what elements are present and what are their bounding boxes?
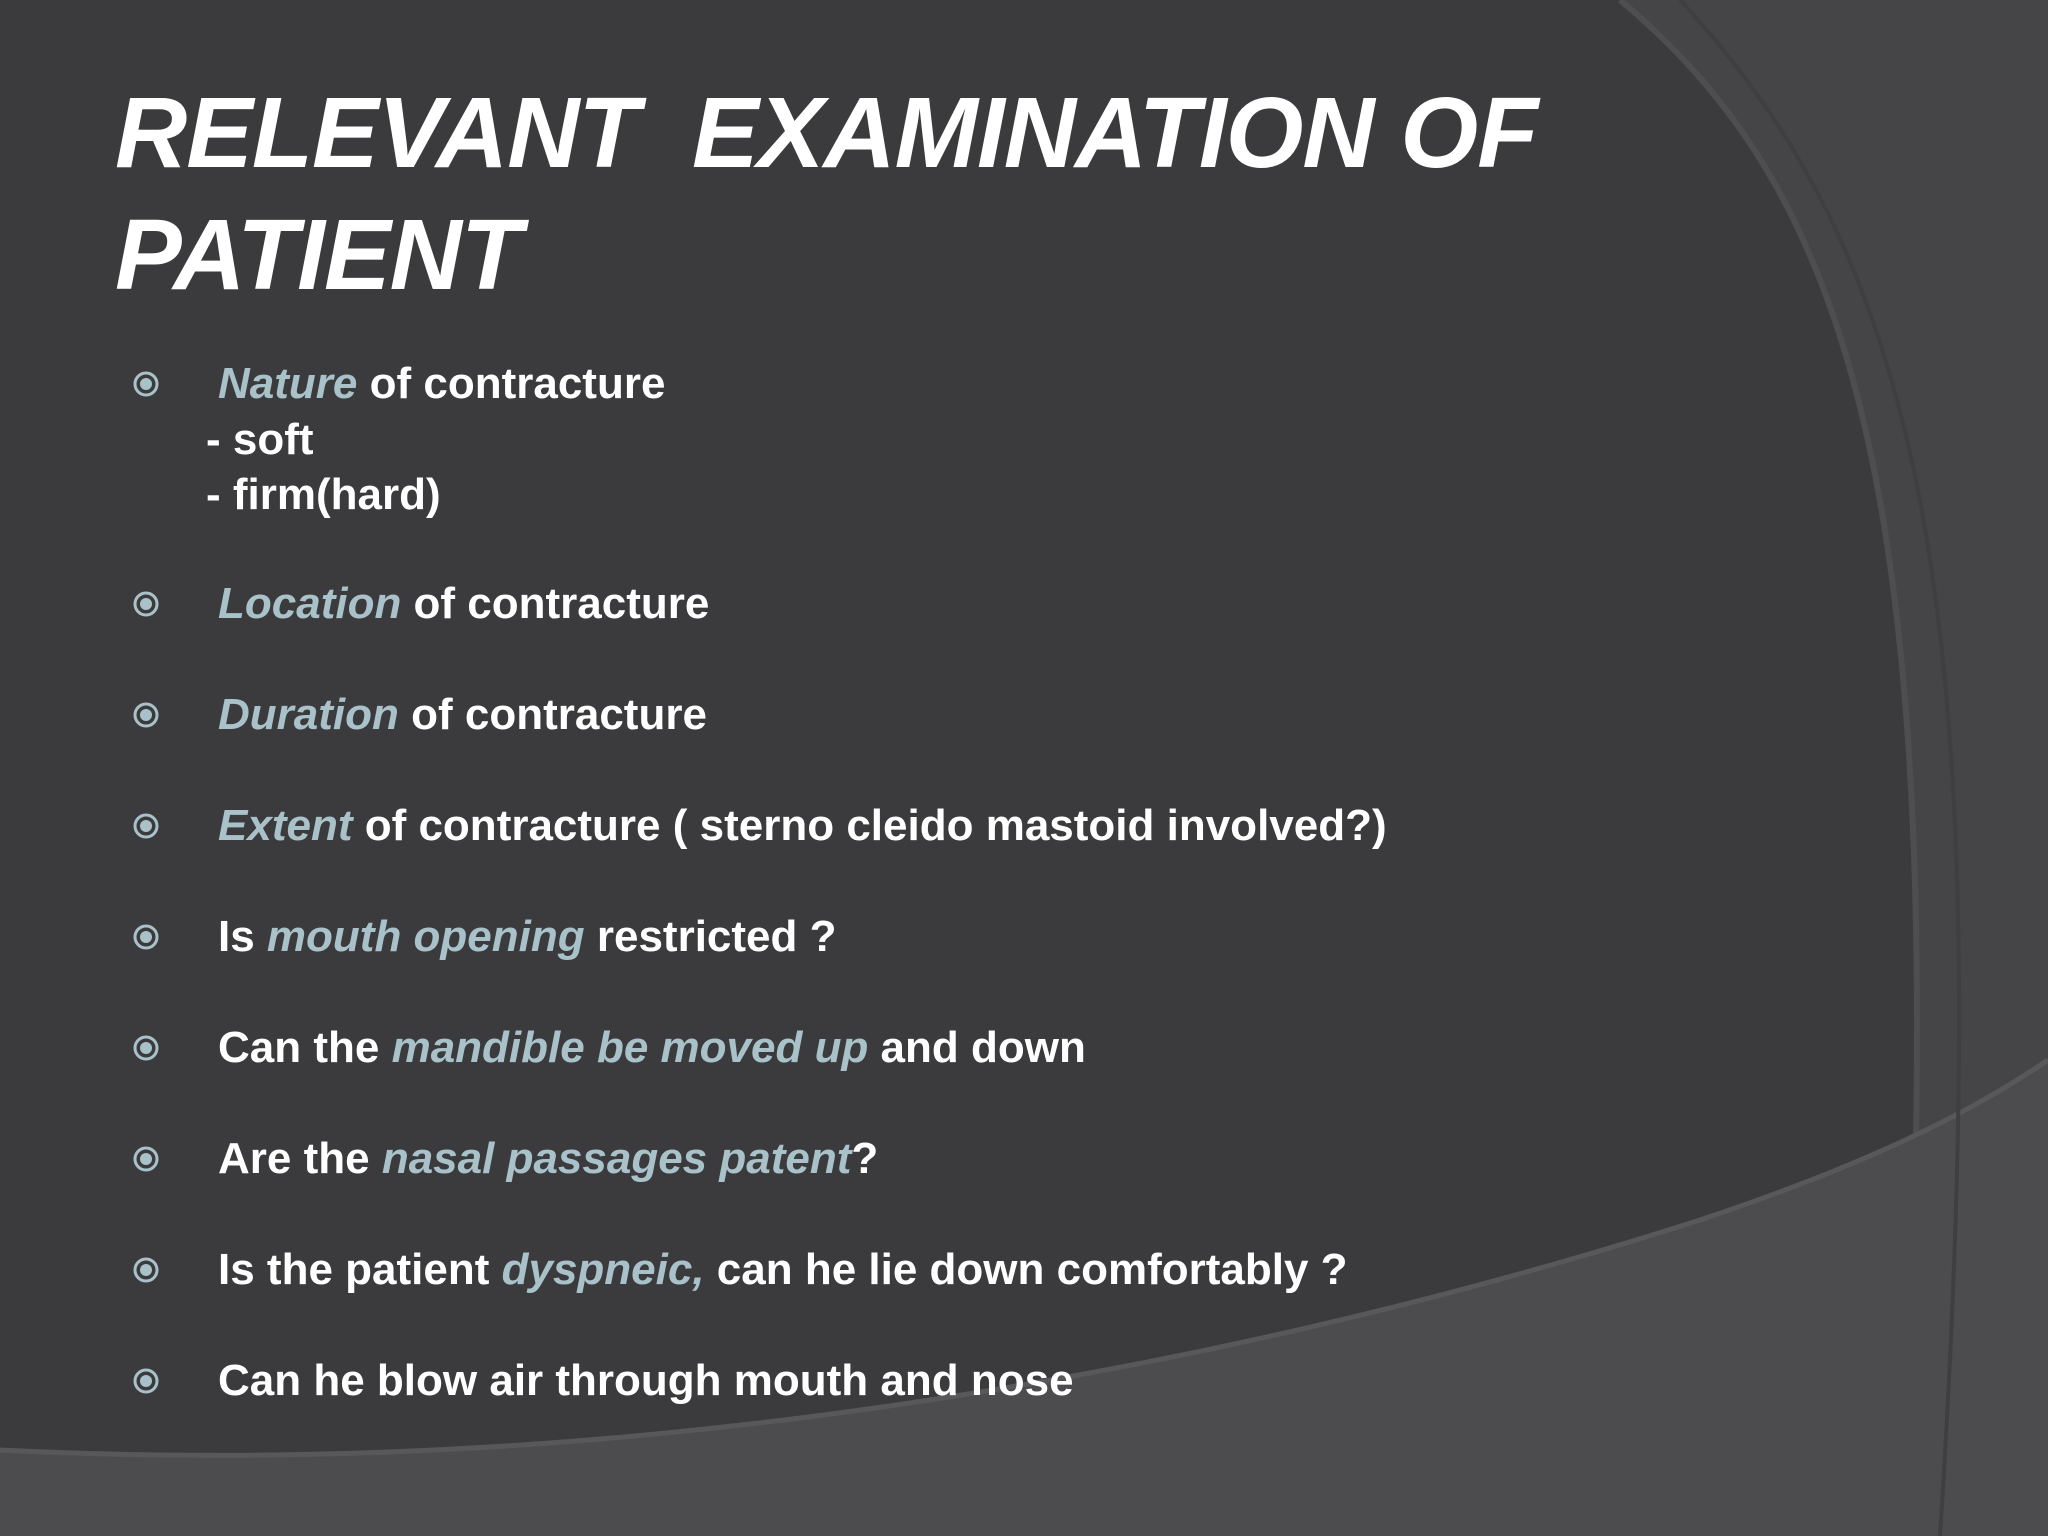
circle-dot-icon — [130, 810, 162, 842]
circle-dot-icon — [130, 1365, 162, 1397]
bullet-emphasis: Location — [218, 579, 402, 628]
bullet-text — [218, 1020, 1086, 1076]
circle-dot-icon — [130, 588, 162, 620]
bullet-text-pre: Are the — [218, 1134, 382, 1183]
bullet-emphasis: mandible be moved up — [391, 1023, 869, 1072]
bullet-text-post: ? — [851, 1134, 879, 1183]
bullet-text-pre: Can the — [218, 1023, 392, 1072]
bullet-text-post: of contracture ( sterno cleido mastoid involved?) — [352, 801, 1387, 850]
bullet-text-post: can he lie down comfortably ? — [704, 1245, 1348, 1294]
bullet-emphasis: Extent — [218, 801, 353, 850]
circle-dot-icon — [130, 699, 162, 731]
bullet-text-post: restricted ? — [584, 912, 837, 961]
bullet-text — [218, 798, 1387, 854]
circle-dot-icon — [130, 1032, 162, 1064]
bullet-text-pre: Is the patient — [218, 1245, 502, 1294]
slide-title: RELEVANT EXAMINATION OF PATIENT — [115, 77, 1538, 311]
bullet-text-post: of contracture — [401, 579, 710, 628]
bullet-text-pre: Can he blow air through mouth and nose — [218, 1356, 1074, 1405]
sub-bullet-item: - soft — [206, 415, 314, 464]
bullet-emphasis: Nature — [218, 359, 358, 408]
bullet-text — [218, 356, 665, 412]
bullet-text — [218, 1353, 1074, 1409]
bullet-emphasis: nasal passages patent — [381, 1134, 852, 1183]
bullet-text — [218, 1242, 1348, 1298]
circle-dot-icon — [130, 368, 162, 400]
bullet-text-post: of contracture — [357, 359, 666, 408]
bullet-emphasis: dyspneic, — [501, 1245, 705, 1294]
circle-dot-icon — [130, 1254, 162, 1286]
bullet-emphasis: mouth opening — [266, 912, 585, 961]
circle-dot-icon — [130, 921, 162, 953]
bullet-text-pre: Is — [218, 912, 267, 961]
bullet-text — [218, 909, 837, 965]
bullet-emphasis: Duration — [218, 690, 399, 739]
circle-dot-icon — [130, 1143, 162, 1175]
bullet-text — [218, 1131, 878, 1187]
sub-bullet-item: - firm(hard) — [206, 470, 441, 519]
bullet-text-post: and down — [868, 1023, 1086, 1072]
bullet-text — [218, 687, 707, 743]
bullet-text — [218, 576, 709, 632]
bullet-text-post: of contracture — [398, 690, 707, 739]
